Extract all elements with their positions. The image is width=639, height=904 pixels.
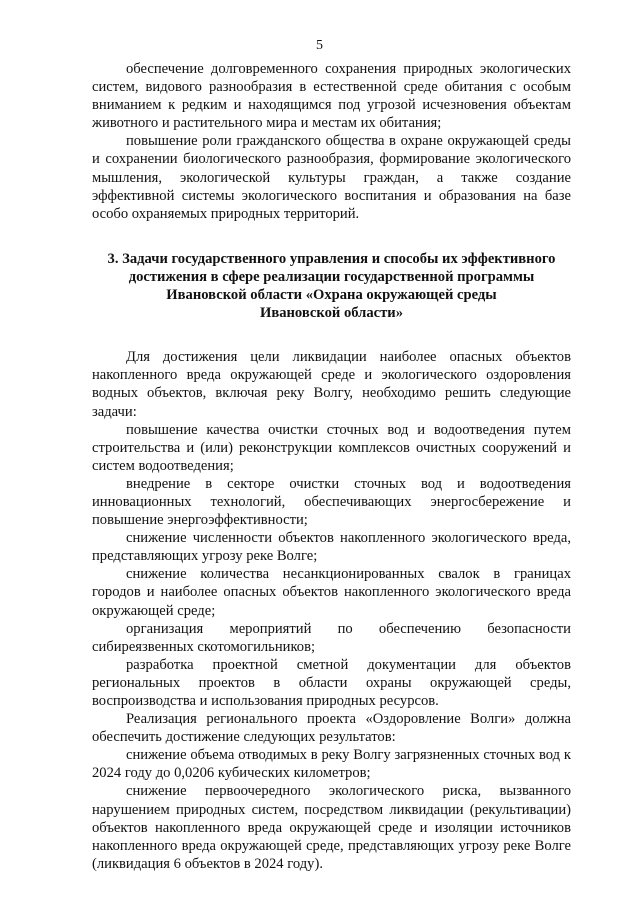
paragraph: снижение численности объектов накопленного экологического вреда, представляющих угрозу реке Волге;	[92, 530, 571, 565]
paragraph: обеспечение долговременного сохранения природных экологических систем, видового разнообразия в естественной среде обитания с особым вниманием к редким и находящимся под угрозой исчезновения объектам животного и растительного мира и местам их обитания;	[92, 61, 571, 132]
section-heading-line: Ивановской области»	[259, 305, 404, 322]
page-number: 5	[316, 38, 323, 53]
document-body	[92, 60, 571, 873]
section-heading-line: 3. Задачи государственного управления и способы их эффективного	[107, 250, 556, 267]
paragraph: Реализация регионального проекта «Оздоровление Волги» должна обеспечить достижение следующих результатов:	[92, 711, 571, 746]
paragraph: снижение количества несанкционированных свалок в границах городов и наиболее опасных объектов накопленного экологического вреда окружающей среде;	[92, 566, 571, 619]
paragraph: повышение качества очистки сточных вод и водоотведения путем строительства и (или) реконструкции комплексов очистных сооружений и систем водоотведения;	[92, 421, 571, 474]
section-heading-line: достижения в сфере реализации государственной программы	[128, 268, 535, 285]
paragraph: внедрение в секторе очистки сточных вод и водоотведения инновационных технологий, обеспечивающих энергосбережение и повышение энергоэффективности;	[92, 475, 571, 529]
paragraph: организация мероприятий по обеспечению безопасности сибиреязвенных скотомогильников;	[92, 620, 571, 655]
section-heading-line: Ивановской области «Охрана окружающей среды	[166, 287, 497, 304]
section-heading	[92, 250, 571, 322]
paragraph: снижение первоочередного экологического риска, вызванного нарушением природных систем, посредством ликвидации (рекультивации) объектов накопленного вреда окружающей среде и изоляции источников накопленного вреда окружающей среде, представляющих угрозу реке Волге (ликвидация 6 объектов в 2024 году).	[92, 783, 571, 872]
paragraph: снижение объема отводимых в реку Волгу загрязненных сточных вод к 2024 году до 0,0206 кубических километров;	[92, 747, 571, 782]
paragraph: повышение роли гражданского общества в охране окружающей среды и сохранении биологического разнообразия, формирование экологического мышления, экологической культуры граждан, а также создание эффективной системы экологического воспитания и образования на базе особо охраняемых природных территорий.	[92, 133, 571, 222]
paragraph: разработка проектной сметной документации для объектов региональных проектов в области охраны окружающей среды, воспроизводства и использования природных ресурсов.	[92, 656, 571, 709]
paragraph: Для достижения цели ликвидации наиболее опасных объектов накопленного вреда окружающей среде и экологического оздоровления водных объектов, включая реку Волгу, необходимо решить следующие задачи:	[92, 349, 571, 420]
